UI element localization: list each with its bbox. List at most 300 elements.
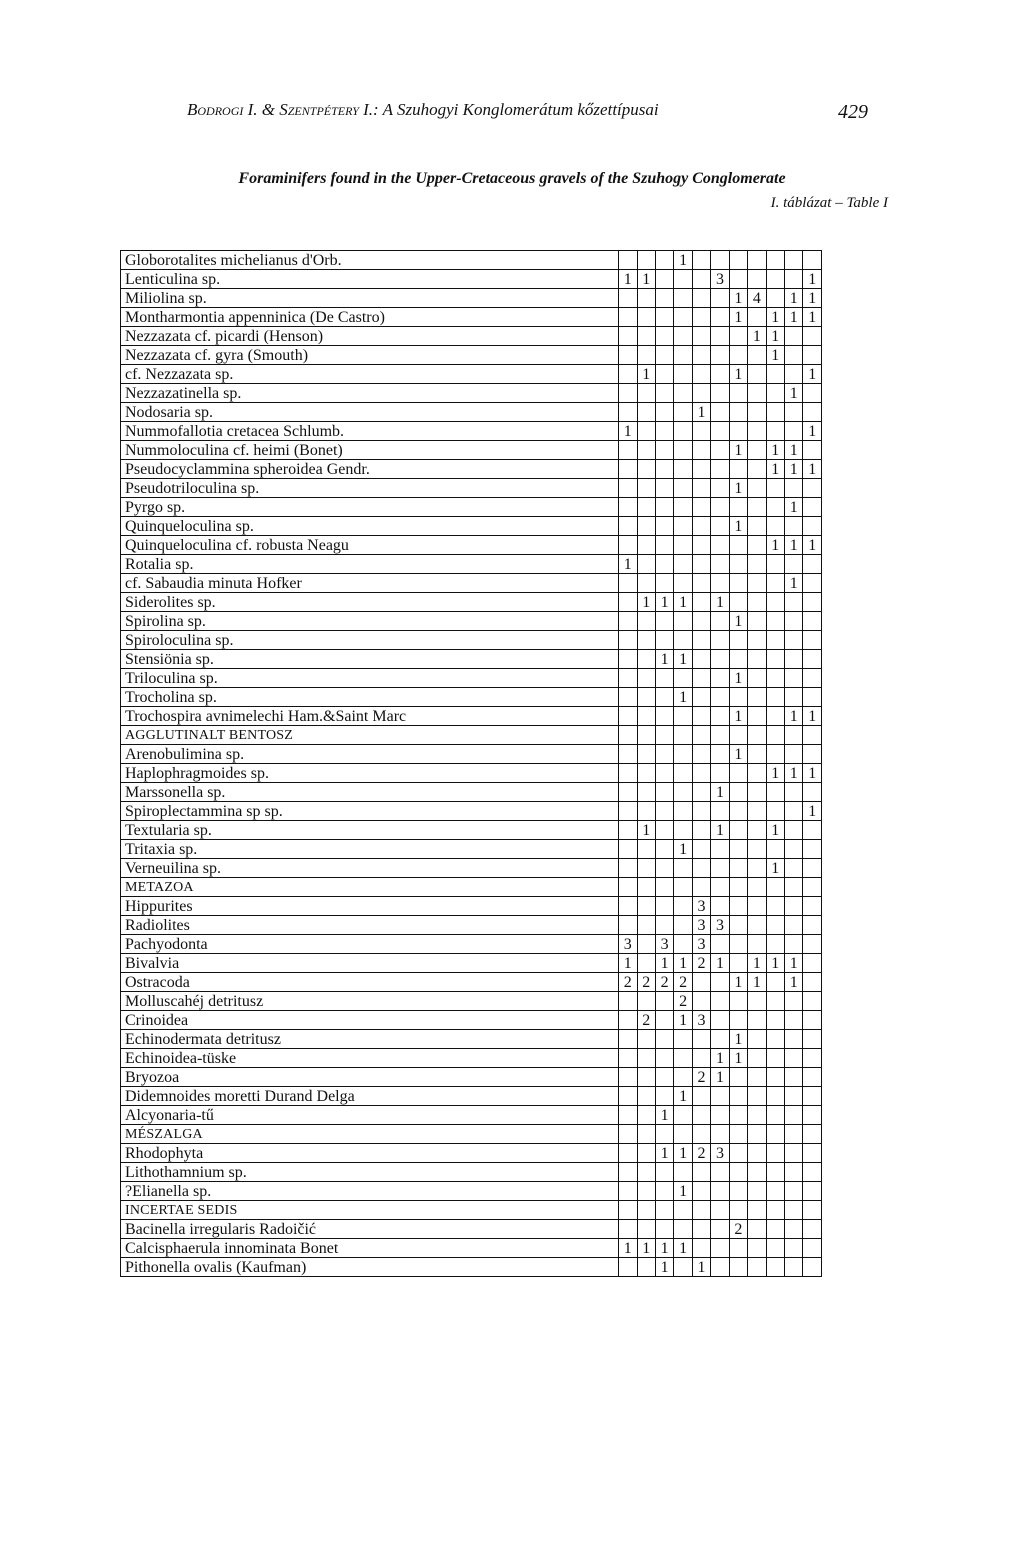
taxon-name: Spiroloculina sp. — [121, 631, 619, 650]
table-label: I. táblázat – Table I — [770, 195, 888, 211]
occurrence-cell — [748, 1011, 766, 1030]
occurrence-cell — [803, 1068, 822, 1087]
occurrence-cell: 3 — [692, 1011, 710, 1030]
taxon-name: Lenticulina sp. — [121, 270, 619, 289]
occurrence-cell — [748, 1144, 766, 1163]
occurrence-cell — [803, 327, 822, 346]
occurrence-cell — [637, 384, 655, 403]
table-row — [121, 859, 822, 878]
occurrence-cell — [637, 422, 655, 441]
occurrence-cell — [766, 745, 784, 764]
occurrence-cell — [748, 878, 766, 897]
occurrence-cell: 1 — [785, 308, 803, 327]
occurrence-cell — [674, 1068, 692, 1087]
occurrence-cell: 1 — [729, 1030, 747, 1049]
occurrence-cell — [674, 308, 692, 327]
occurrence-cell: 2 — [655, 973, 673, 992]
occurrence-cell: 1 — [674, 1011, 692, 1030]
occurrence-cell: 3 — [619, 935, 637, 954]
occurrence-cell: 1 — [674, 954, 692, 973]
occurrence-cell: 1 — [803, 764, 822, 783]
occurrence-cell: 3 — [692, 916, 710, 935]
occurrence-cell — [655, 308, 673, 327]
occurrence-cell — [637, 346, 655, 365]
occurrence-cell — [803, 1125, 822, 1144]
occurrence-cell — [766, 422, 784, 441]
occurrence-cell — [729, 555, 747, 574]
occurrence-cell — [729, 270, 747, 289]
taxon-name: Lithothamnium sp. — [121, 1163, 619, 1182]
occurrence-cell — [655, 878, 673, 897]
taxon-name: Pseudotriloculina sp. — [121, 479, 619, 498]
table-row — [121, 650, 822, 669]
occurrence-cell — [803, 688, 822, 707]
taxon-name: Nodosaria sp. — [121, 403, 619, 422]
occurrence-cell — [692, 422, 710, 441]
occurrence-cell — [674, 1163, 692, 1182]
occurrence-cell — [655, 821, 673, 840]
occurrence-cell: 1 — [655, 593, 673, 612]
running-head-authors: Bodrogi I. & Szentpétery I.: — [187, 100, 379, 119]
occurrence-cell — [729, 422, 747, 441]
table-row — [121, 688, 822, 707]
occurrence-cell: 1 — [785, 384, 803, 403]
occurrence-cell — [619, 859, 637, 878]
occurrence-cell — [729, 384, 747, 403]
occurrence-cell — [692, 992, 710, 1011]
occurrence-cell — [655, 517, 673, 536]
occurrence-cell — [655, 992, 673, 1011]
occurrence-cell — [674, 859, 692, 878]
occurrence-cell — [655, 612, 673, 631]
occurrence-cell: 1 — [692, 403, 710, 422]
table-caption: Foraminifers found in the Upper-Cretaceous gravels of the Szuhogy Conglomerate — [238, 170, 786, 187]
taxon-name: Trochospira avnimelechi Ham.&Saint Marc — [121, 707, 619, 726]
table-row — [121, 1049, 822, 1068]
occurrence-cell — [655, 916, 673, 935]
occurrence-cell — [655, 289, 673, 308]
occurrence-cell — [748, 1125, 766, 1144]
section-heading: MÉSZALGA — [121, 1125, 619, 1144]
occurrence-cell — [785, 840, 803, 859]
occurrence-cell — [692, 365, 710, 384]
occurrence-cell — [803, 1087, 822, 1106]
occurrence-cell — [619, 707, 637, 726]
occurrence-cell — [748, 688, 766, 707]
taxon-name: Quinqueloculina cf. robusta Neagu — [121, 536, 619, 555]
occurrence-cell — [692, 479, 710, 498]
table-row — [121, 916, 822, 935]
occurrence-cell: 1 — [711, 821, 729, 840]
occurrence-cell — [748, 1258, 766, 1277]
occurrence-cell — [637, 840, 655, 859]
section-row — [121, 878, 822, 897]
occurrence-cell — [766, 1144, 784, 1163]
occurrence-cell — [674, 555, 692, 574]
occurrence-cell — [674, 1201, 692, 1220]
table-row — [121, 384, 822, 403]
occurrence-cell — [674, 935, 692, 954]
occurrence-cell — [729, 802, 747, 821]
occurrence-cell — [692, 270, 710, 289]
occurrence-cell — [619, 460, 637, 479]
occurrence-cell — [637, 517, 655, 536]
occurrence-cell — [803, 384, 822, 403]
occurrence-cell — [655, 1030, 673, 1049]
occurrence-cell — [619, 631, 637, 650]
occurrence-cell — [803, 745, 822, 764]
occurrence-cell — [803, 517, 822, 536]
occurrence-cell — [748, 1201, 766, 1220]
section-row — [121, 726, 822, 745]
occurrence-cell — [655, 745, 673, 764]
table-row — [121, 270, 822, 289]
occurrence-cell — [692, 764, 710, 783]
occurrence-cell — [748, 745, 766, 764]
occurrence-cell: 1 — [766, 460, 784, 479]
occurrence-cell — [803, 1144, 822, 1163]
table-row — [121, 707, 822, 726]
table-row — [121, 1106, 822, 1125]
occurrence-cell — [637, 1125, 655, 1144]
taxon-name: Rotalia sp. — [121, 555, 619, 574]
occurrence-cell — [655, 460, 673, 479]
occurrence-cell — [619, 745, 637, 764]
occurrence-cell — [637, 935, 655, 954]
occurrence-cell: 1 — [674, 1239, 692, 1258]
occurrence-cell — [692, 840, 710, 859]
occurrence-cell: 1 — [674, 593, 692, 612]
occurrence-cell: 1 — [766, 536, 784, 555]
occurrence-cell — [785, 403, 803, 422]
occurrence-cell — [711, 1163, 729, 1182]
occurrence-cell — [766, 1239, 784, 1258]
occurrence-cell — [748, 384, 766, 403]
occurrence-cell — [637, 802, 655, 821]
table-row — [121, 973, 822, 992]
occurrence-cell — [637, 555, 655, 574]
occurrence-cell — [655, 840, 673, 859]
table-row — [121, 764, 822, 783]
occurrence-cell: 1 — [803, 536, 822, 555]
occurrence-cell — [785, 1258, 803, 1277]
occurrence-cell — [766, 270, 784, 289]
occurrence-cell — [766, 1106, 784, 1125]
occurrence-cell — [619, 821, 637, 840]
occurrence-cell — [692, 878, 710, 897]
occurrence-cell — [692, 1087, 710, 1106]
occurrence-cell — [711, 688, 729, 707]
occurrence-cell — [803, 346, 822, 365]
occurrence-cell — [711, 441, 729, 460]
occurrence-cell — [766, 1087, 784, 1106]
occurrence-cell — [711, 935, 729, 954]
occurrence-cell — [655, 859, 673, 878]
occurrence-cell: 1 — [619, 1239, 637, 1258]
taxon-name: Bacinella irregularis Radoičić — [121, 1220, 619, 1239]
occurrence-cell: 1 — [619, 555, 637, 574]
page-number: 429 — [838, 101, 868, 123]
occurrence-cell — [803, 878, 822, 897]
occurrence-cell — [637, 441, 655, 460]
occurrence-cell: 1 — [674, 251, 692, 270]
taxon-name: Globorotalites michelianus d'Orb. — [121, 251, 619, 270]
table-row — [121, 954, 822, 973]
occurrence-cell — [637, 479, 655, 498]
occurrence-cell: 1 — [692, 1258, 710, 1277]
occurrence-cell — [655, 555, 673, 574]
occurrence-cell — [711, 1258, 729, 1277]
occurrence-cell — [748, 935, 766, 954]
table-row — [121, 821, 822, 840]
occurrence-cell — [655, 897, 673, 916]
occurrence-cell — [748, 1239, 766, 1258]
occurrence-cell — [674, 365, 692, 384]
occurrence-cell — [729, 1163, 747, 1182]
occurrence-cell — [729, 498, 747, 517]
occurrence-cell — [619, 517, 637, 536]
occurrence-cell — [748, 840, 766, 859]
occurrence-cell — [785, 688, 803, 707]
occurrence-cell — [748, 365, 766, 384]
table-row — [121, 897, 822, 916]
occurrence-cell — [711, 992, 729, 1011]
occurrence-cell — [711, 764, 729, 783]
occurrence-cell — [766, 403, 784, 422]
occurrence-cell: 1 — [766, 441, 784, 460]
occurrence-cell — [785, 726, 803, 745]
occurrence-cell — [674, 479, 692, 498]
occurrence-cell: 3 — [692, 935, 710, 954]
occurrence-cell: 1 — [674, 650, 692, 669]
occurrence-cell — [674, 289, 692, 308]
occurrence-cell — [619, 1258, 637, 1277]
occurrence-cell — [785, 612, 803, 631]
occurrence-cell — [619, 327, 637, 346]
taxon-name: Nummofallotia cretacea Schlumb. — [121, 422, 619, 441]
occurrence-cell — [766, 992, 784, 1011]
occurrence-cell — [655, 783, 673, 802]
occurrence-cell: 2 — [619, 973, 637, 992]
occurrence-cell: 1 — [729, 517, 747, 536]
occurrence-cell — [785, 631, 803, 650]
occurrence-cell: 1 — [729, 745, 747, 764]
occurrence-cell — [692, 384, 710, 403]
occurrence-cell — [748, 821, 766, 840]
occurrence-cell — [619, 574, 637, 593]
occurrence-cell — [619, 1163, 637, 1182]
table-row — [121, 536, 822, 555]
occurrence-cell — [766, 669, 784, 688]
occurrence-cell — [619, 916, 637, 935]
occurrence-cell — [766, 878, 784, 897]
occurrence-cell — [711, 1239, 729, 1258]
occurrence-cell — [803, 1030, 822, 1049]
occurrence-cell — [729, 897, 747, 916]
occurrence-cell — [729, 650, 747, 669]
occurrence-cell — [637, 327, 655, 346]
occurrence-cell: 1 — [785, 498, 803, 517]
occurrence-cell — [619, 764, 637, 783]
occurrence-cell — [619, 441, 637, 460]
occurrence-cell: 1 — [766, 308, 784, 327]
occurrence-cell — [785, 859, 803, 878]
occurrence-cell — [785, 669, 803, 688]
occurrence-cell — [803, 555, 822, 574]
occurrence-cell — [711, 346, 729, 365]
occurrence-cell — [692, 1106, 710, 1125]
occurrence-cell — [785, 897, 803, 916]
occurrence-cell — [674, 707, 692, 726]
occurrence-cell — [729, 327, 747, 346]
occurrence-cell: 1 — [766, 764, 784, 783]
table-row — [121, 631, 822, 650]
occurrence-cell — [711, 840, 729, 859]
occurrence-cell — [655, 1125, 673, 1144]
occurrence-cell: 1 — [803, 289, 822, 308]
occurrence-cell — [655, 441, 673, 460]
occurrence-cell — [748, 1030, 766, 1049]
occurrence-cell — [637, 1049, 655, 1068]
occurrence-cell — [619, 878, 637, 897]
occurrence-cell: 1 — [785, 574, 803, 593]
occurrence-cell — [674, 1258, 692, 1277]
occurrence-cell — [711, 707, 729, 726]
occurrence-cell — [655, 384, 673, 403]
occurrence-cell — [711, 460, 729, 479]
occurrence-cell — [766, 365, 784, 384]
occurrence-cell: 1 — [674, 1144, 692, 1163]
occurrence-cell — [637, 878, 655, 897]
occurrence-cell — [711, 745, 729, 764]
occurrence-cell — [729, 859, 747, 878]
occurrence-cell — [785, 327, 803, 346]
occurrence-cell: 3 — [711, 916, 729, 935]
occurrence-cell — [803, 992, 822, 1011]
taxon-name: Rhodophyta — [121, 1144, 619, 1163]
taxon-name: Marssonella sp. — [121, 783, 619, 802]
occurrence-cell — [692, 1049, 710, 1068]
occurrence-cell — [711, 1182, 729, 1201]
occurrence-cell — [692, 289, 710, 308]
occurrence-cell — [655, 1201, 673, 1220]
occurrence-cell: 1 — [766, 859, 784, 878]
occurrence-cell — [785, 270, 803, 289]
taxon-name: Nummoloculina cf. heimi (Bonet) — [121, 441, 619, 460]
occurrence-cell — [766, 384, 784, 403]
occurrence-cell: 1 — [729, 479, 747, 498]
occurrence-cell — [637, 574, 655, 593]
taxon-name: Montharmontia appenninica (De Castro) — [121, 308, 619, 327]
occurrence-cell — [803, 1201, 822, 1220]
occurrence-cell: 1 — [785, 954, 803, 973]
occurrence-cell — [692, 1125, 710, 1144]
occurrence-cell — [619, 612, 637, 631]
occurrence-cell — [619, 1125, 637, 1144]
occurrence-cell — [766, 1182, 784, 1201]
occurrence-cell — [655, 498, 673, 517]
occurrence-cell — [785, 783, 803, 802]
occurrence-cell — [637, 726, 655, 745]
occurrence-cell — [785, 1106, 803, 1125]
table-row — [121, 1144, 822, 1163]
occurrence-cell — [655, 631, 673, 650]
occurrence-cell — [803, 498, 822, 517]
occurrence-cell — [637, 612, 655, 631]
occurrence-cell — [637, 403, 655, 422]
occurrence-cell — [674, 536, 692, 555]
table-row — [121, 669, 822, 688]
occurrence-cell — [785, 1163, 803, 1182]
occurrence-cell — [711, 631, 729, 650]
occurrence-cell — [729, 593, 747, 612]
occurrence-cell — [803, 612, 822, 631]
occurrence-cell — [692, 783, 710, 802]
occurrence-cell — [674, 669, 692, 688]
taxon-name: Nezzazatinella sp. — [121, 384, 619, 403]
occurrence-cell: 1 — [729, 1049, 747, 1068]
table-row — [121, 593, 822, 612]
occurrence-cell — [729, 688, 747, 707]
occurrence-cell — [692, 821, 710, 840]
occurrence-cell — [692, 308, 710, 327]
occurrence-cell — [692, 631, 710, 650]
running-head-title: A Szuhogyi Konglomerátum kőzettípusai — [382, 100, 659, 119]
occurrence-cell: 1 — [729, 707, 747, 726]
occurrence-cell — [619, 992, 637, 1011]
table-row — [121, 498, 822, 517]
occurrence-cell — [785, 346, 803, 365]
taxon-name: Triloculina sp. — [121, 669, 619, 688]
occurrence-cell — [711, 1030, 729, 1049]
occurrence-cell — [711, 308, 729, 327]
occurrence-cell — [637, 1201, 655, 1220]
occurrence-cell — [692, 859, 710, 878]
occurrence-cell — [766, 1220, 784, 1239]
occurrence-cell: 3 — [655, 935, 673, 954]
occurrence-cell — [619, 688, 637, 707]
occurrence-cell — [748, 555, 766, 574]
occurrence-cell — [766, 574, 784, 593]
occurrence-cell — [619, 1011, 637, 1030]
occurrence-cell — [692, 251, 710, 270]
occurrence-cell — [748, 498, 766, 517]
taxon-name: Stensiönia sp. — [121, 650, 619, 669]
occurrence-cell: 1 — [655, 650, 673, 669]
occurrence-cell — [803, 1258, 822, 1277]
occurrence-cell — [637, 650, 655, 669]
taxon-name: Echinodermata detritusz — [121, 1030, 619, 1049]
occurrence-cell: 1 — [674, 1182, 692, 1201]
occurrence-cell — [748, 650, 766, 669]
taxon-name: cf. Nezzazata sp. — [121, 365, 619, 384]
table-row — [121, 1182, 822, 1201]
occurrence-cell: 1 — [748, 954, 766, 973]
occurrence-cell: 1 — [655, 1106, 673, 1125]
table-row — [121, 1087, 822, 1106]
occurrence-cell: 1 — [766, 821, 784, 840]
occurrence-cell: 1 — [619, 954, 637, 973]
occurrence-cell: 1 — [803, 308, 822, 327]
occurrence-cell — [729, 536, 747, 555]
occurrence-cell — [655, 688, 673, 707]
occurrence-cell — [766, 631, 784, 650]
taxon-name: Pithonella ovalis (Kaufman) — [121, 1258, 619, 1277]
occurrence-cell — [803, 631, 822, 650]
occurrence-cell — [785, 422, 803, 441]
occurrence-cell: 1 — [785, 536, 803, 555]
occurrence-cell — [674, 1030, 692, 1049]
